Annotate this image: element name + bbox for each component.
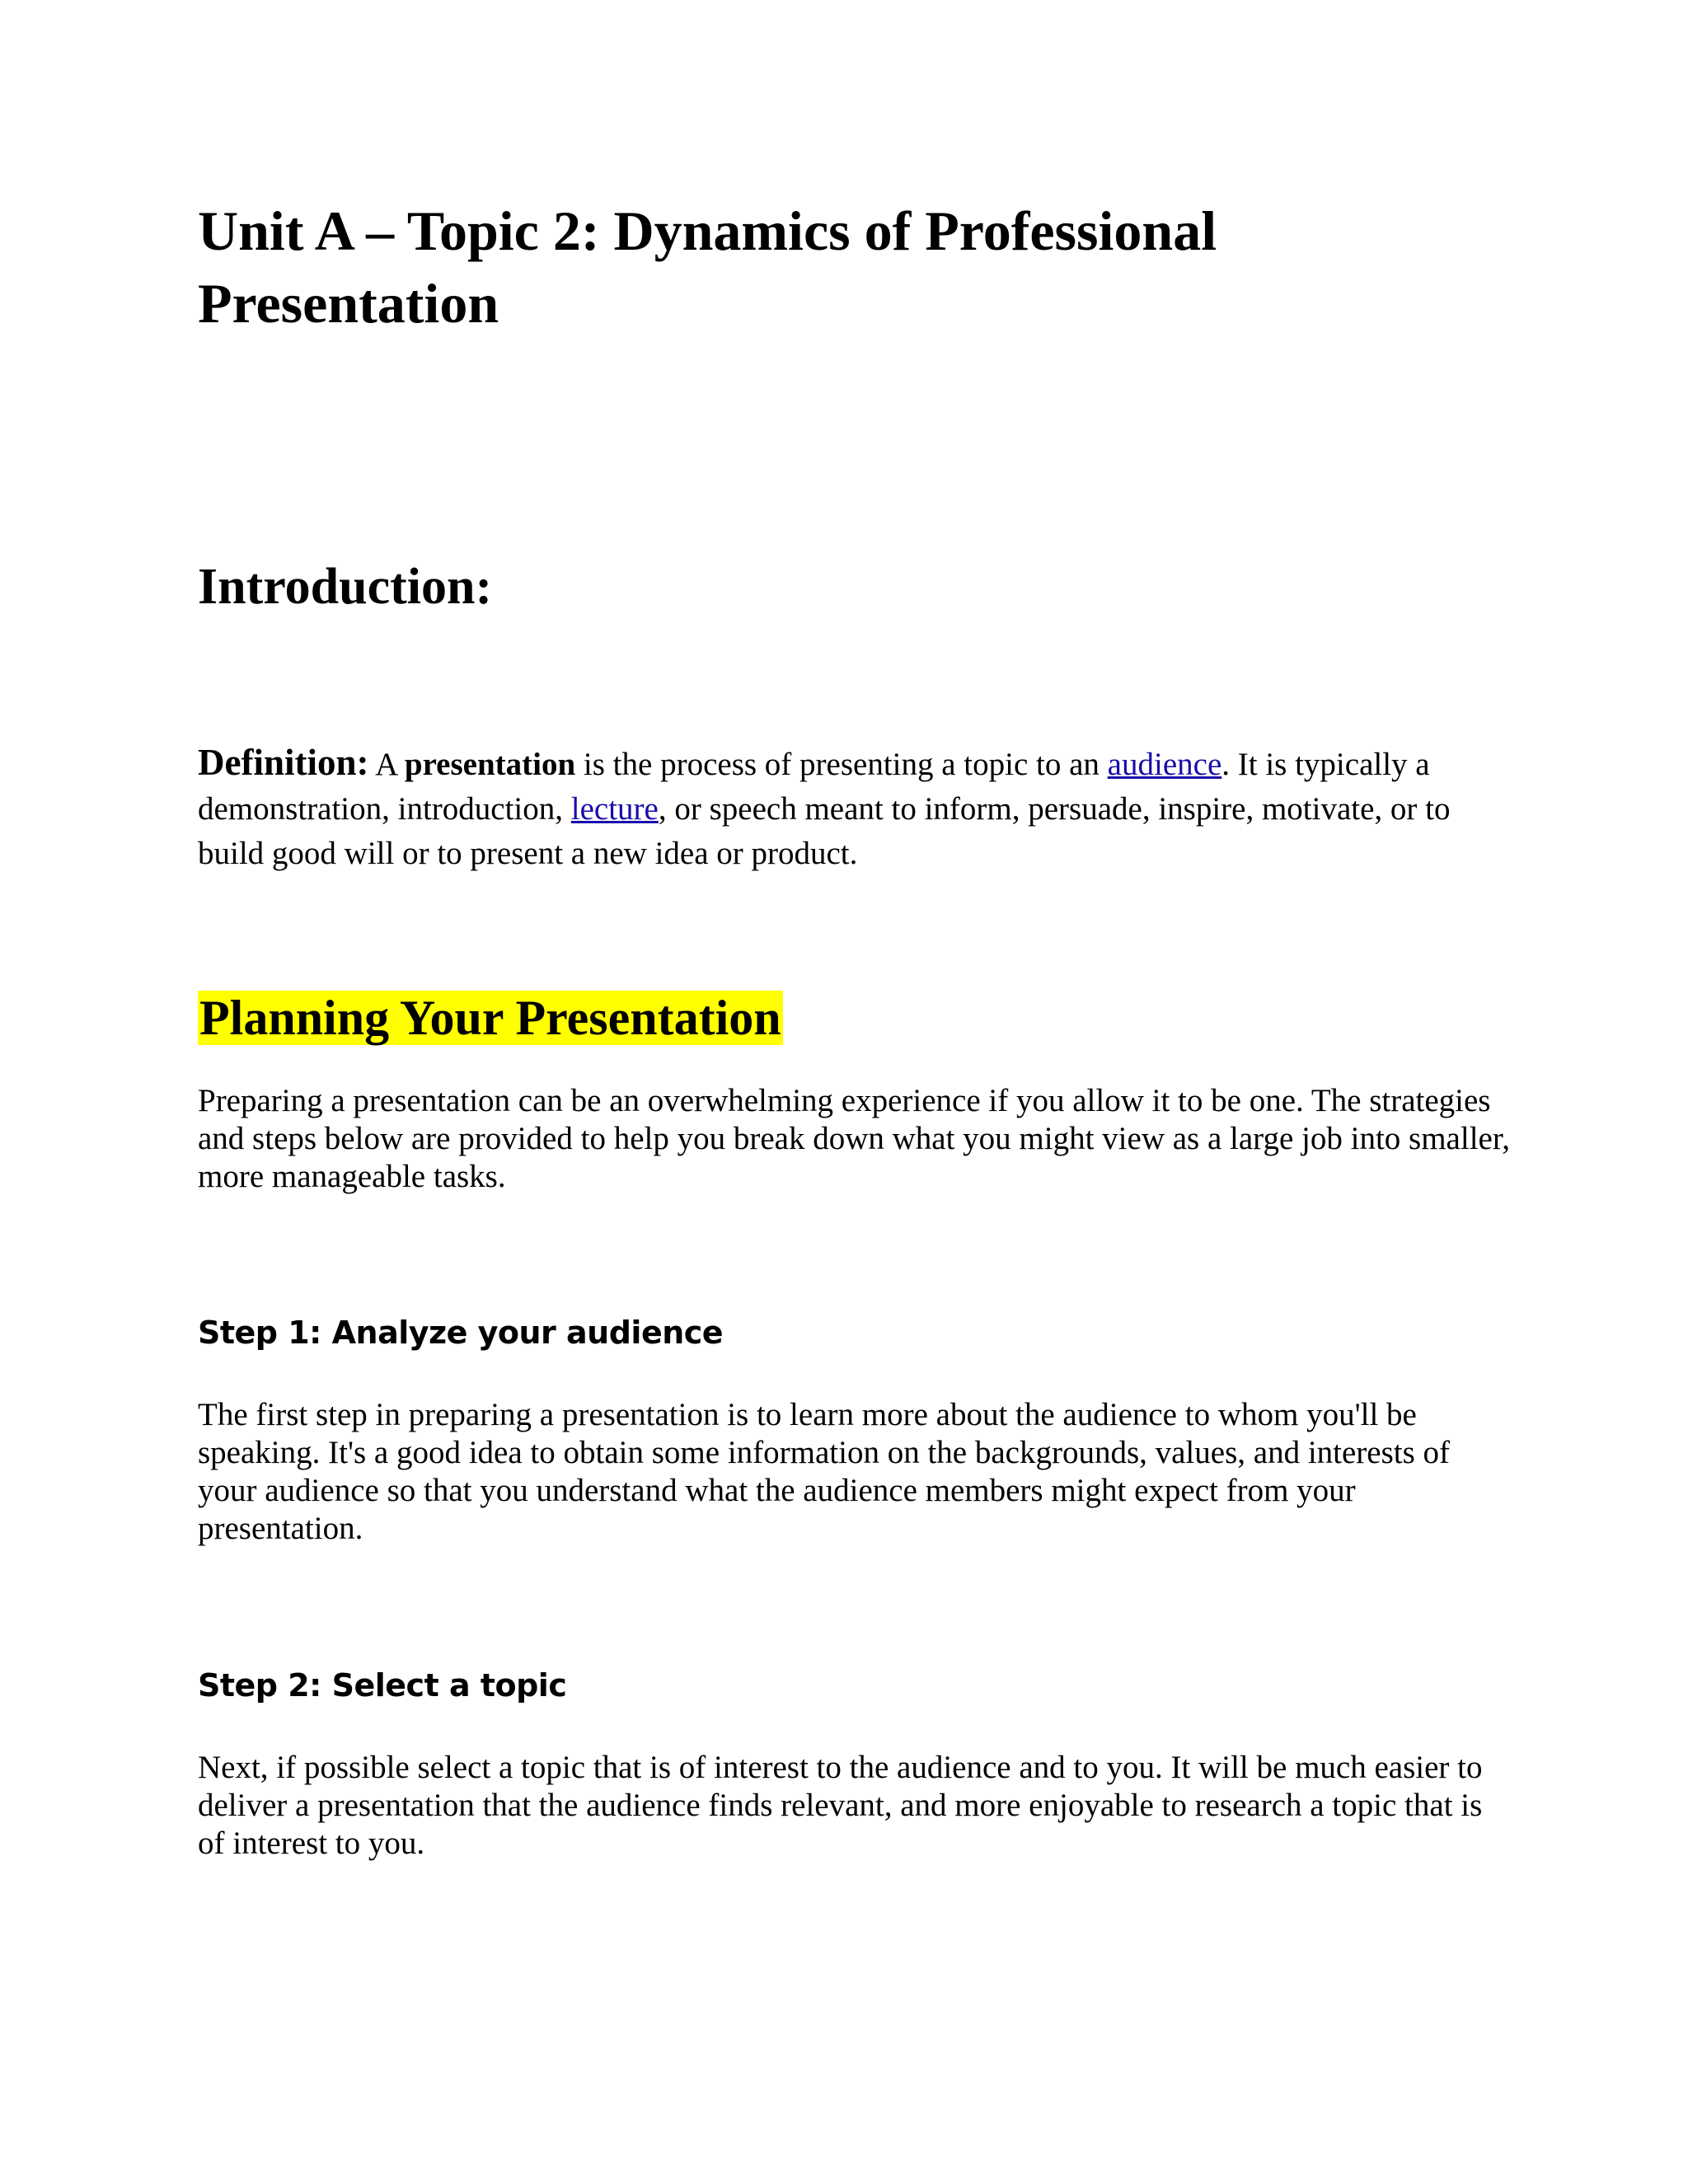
planning-heading bbox=[198, 986, 783, 1050]
definition-paragraph bbox=[198, 740, 1517, 876]
step-2-paragraph: Next, if possible select a topic that is of interest to the audience and to you. It will be much easier to deliver a presentation that the audience finds relevant, and more enjoyable to research a topic that is of interest to you. bbox=[198, 1750, 1483, 1861]
planning-heading-highlight: Planning Your Presentation bbox=[199, 991, 781, 1045]
definition-text-2: is the process of presenting a topic to an bbox=[575, 747, 1108, 782]
lecture-link[interactable]: lecture bbox=[570, 791, 659, 827]
planning-paragraph: Preparing a presentation can be an overwhelming experience if you allow it to be one. The strategies and steps below are provided to help you break down what you might view as a large job into smaller, more manageable tasks. bbox=[198, 1083, 1511, 1194]
definition-text-3: . It is typically a demonstration, introduction, bbox=[198, 747, 1430, 827]
definition-label: Definition: bbox=[198, 742, 369, 783]
definition-text-1: A bbox=[368, 747, 405, 782]
definition-term: presentation bbox=[404, 747, 576, 782]
definition-text-4: , or speech meant to inform, persuade, inspire, motivate, or to build good will or to present a new idea or product. bbox=[198, 791, 1451, 871]
step-1-paragraph: The first step in preparing a presentation is to learn more about the audience to whom you'll be speaking. It's a good idea to obtain some information on the backgrounds, values, and interests of your audience so that you understand what the audience members might expect from your presentation. bbox=[198, 1397, 1451, 1546]
audience-link[interactable]: audience bbox=[1107, 747, 1222, 782]
introduction-heading: Introduction: bbox=[198, 559, 493, 615]
document-title: Unit A – Topic 2: Dynamics of Professional Presentation bbox=[198, 199, 1217, 335]
step-1-heading: Step 1: Analyze your audience bbox=[198, 1315, 724, 1351]
step-2-heading: Step 2: Select a topic bbox=[198, 1667, 567, 1704]
